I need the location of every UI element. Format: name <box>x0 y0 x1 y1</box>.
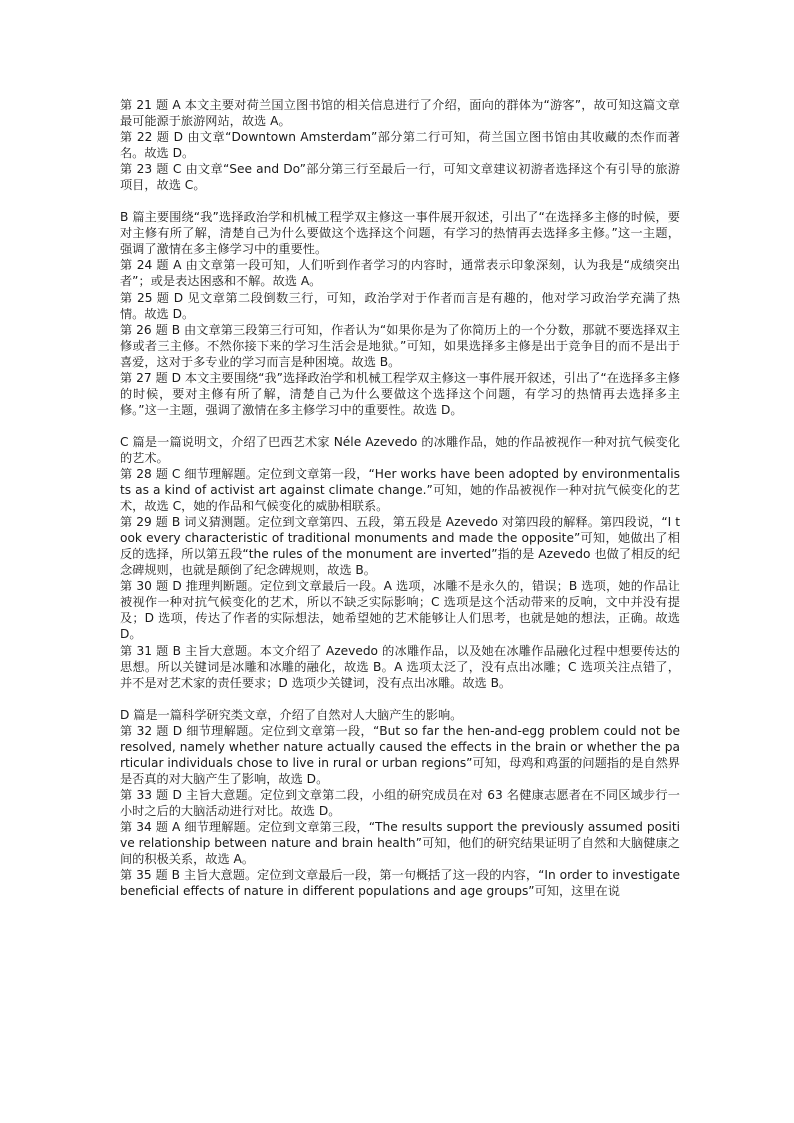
answer-q27: 第 27 题 D 本文主要围绕“我”选择政治学和机械工程学双主修这一事件展开叙述，引出了“在选择多主修的时候，要对主修有所了解，清楚自己为什么要做这个选择这个问题，有学习的热情再去选择多主修。”这一主题，强调了激情在多主修学习中的重要性。故选 D。 <box>120 370 680 417</box>
answer-q35: 第 35 题 B 主旨大意题。定位到文章最后一段，第一句概括了这一段的内容，“In order to investigate beneficial effects of nature in different populations and age groups”可知，这里在说 <box>120 868 680 899</box>
section-c-answers <box>120 434 680 691</box>
answer-q30: 第 30 题 D 推理判断题。定位到文章最后一段。A 选项，冰雕不是永久的，错误；B 选项，她的作品让被视作一种对抗气候变化的艺术，所以不缺乏实际影响；C 选项是这个活动带来的反响，文中并没有提及；D 选项，传达了作者的实际想法，她希望她的艺术能够让人们思考，也就是她的想法，正确。故选 D。 <box>120 579 680 642</box>
section-b-answers <box>120 209 680 418</box>
answer-q23: 第 23 题 C 由文章“See and Do”部分第三行至最后一行，可知文章建议初游者选择这个有引导的旅游项目，故选 C。 <box>120 162 680 193</box>
section-spacer <box>120 418 680 434</box>
answer-q21: 第 21 题 A 本文主要对荷兰国立图书馆的相关信息进行了介绍，面向的群体为“游客”，故可知这篇文章最可能源于旅游网站，故选 A。 <box>120 98 680 129</box>
section-a-answers <box>120 97 680 193</box>
answer-q34: 第 34 题 A 细节理解题。定位到文章第三段，“The results support the previously assumed positive relationship between nature and brain health”可知，他们的研究结果证明了自然和大脑健康之间的积极关系，故选 A。 <box>120 819 680 867</box>
answer-q24: 第 24 题 A 由文章第一段可知，人们听到作者学习的内容时，通常表示印象深刻，认为我是“成绩突出者”；或是表达困惑和不解。故选 A。 <box>120 258 680 289</box>
answer-q25: 第 25 题 D 见文章第二段倒数三行，可知，政治学对于作者而言是有趣的，他对学习政治学充满了热情。故选 D。 <box>120 290 680 321</box>
section-d-summary: D 篇是一篇科学研究类文章，介绍了自然对人大脑产生的影响。 <box>120 707 463 722</box>
answer-q22: 第 22 题 D 由文章“Downtown Amsterdam”部分第二行可知，荷兰国立图书馆由其收藏的杰作而著名。故选 D。 <box>120 130 680 161</box>
answer-q33: 第 33 题 D 主旨大意题。定位到文章第二段，小组的研究成员在对 63 名健康志愿者在不同区域步行一小时之后的大脑活动进行对比。故选 D。 <box>120 787 680 818</box>
answer-q29: 第 29 题 B 词义猜测题。定位到文章第四、五段，第五段是 Azevedo 对第四段的解释。第四段说，“I took every characteristic of traditional monuments and made the opposite”可知，她做出了相反的选择，所以第五段“the rules of the monument are inverted”指的是 Azevedo 也做了相反的纪念碑规则，也就是颠倒了纪念碑规则，故选 B。 <box>120 515 680 578</box>
answer-explanations <box>120 97 680 899</box>
section-d-answers <box>120 707 680 900</box>
answer-q32: 第 32 题 D 细节理解题。定位到文章第一段，“But so far the hen-and-egg problem could not be resolved, namely whether nature actually caused the effects in the brain or whether the particular individuals chose to live in rural or urban regions”可知，母鸡和鸡蛋的问题指的是自然界是否真的对大脑产生了影响，故选 D。 <box>120 723 680 786</box>
section-c-summary: C 篇是一篇说明文，介绍了巴西艺术家 Néle Azevedo 的冰雕作品，她的作品被视作一种对抗气候变化的艺术。 <box>120 434 680 465</box>
answer-q31: 第 31 题 B 主旨大意题。本文介绍了 Azevedo 的冰雕作品，以及她在冰雕作品融化过程中想要传达的思想。所以关键词是冰雕和冰雕的融化，故选 B。A 选项太泛了，没有点出冰雕；C 选项关注点错了，并不是对艺术家的责任要求；D 选项少关键词，没有点出冰雕。故选 B。 <box>120 643 680 690</box>
section-spacer <box>120 691 680 707</box>
answer-q26: 第 26 题 B 由文章第三段第三行可知，作者认为“如果你是为了你简历上的一个分数，那就不要选择双主修或者三主修。不然你接下来的学习生活会是地狱。”可知，如果选择多主修是出于竞争目的而不是出于喜爱，这对于多专业的学习而言是种困境。故选 B。 <box>120 322 680 369</box>
answer-q28: 第 28 题 C 细节理解题。定位到文章第一段，“Her works have been adopted by environmentalists as a kind of activist art against climate change.”可知，她的作品被视作一种对抗气候变化的艺术，故选 C，她的作品和气候变化的威胁相联系。 <box>120 466 680 514</box>
section-spacer <box>120 193 680 209</box>
section-b-summary: B 篇主要围绕“我”选择政治学和机械工程学双主修这一事件展开叙述，引出了“在选择多主修的时候，要对主修有所了解，清楚自己为什么要做这个选择这个问题，有学习的热情再去选择多主修。”这一主题，强调了激情在多主修学习中的重要性。 <box>120 210 680 257</box>
